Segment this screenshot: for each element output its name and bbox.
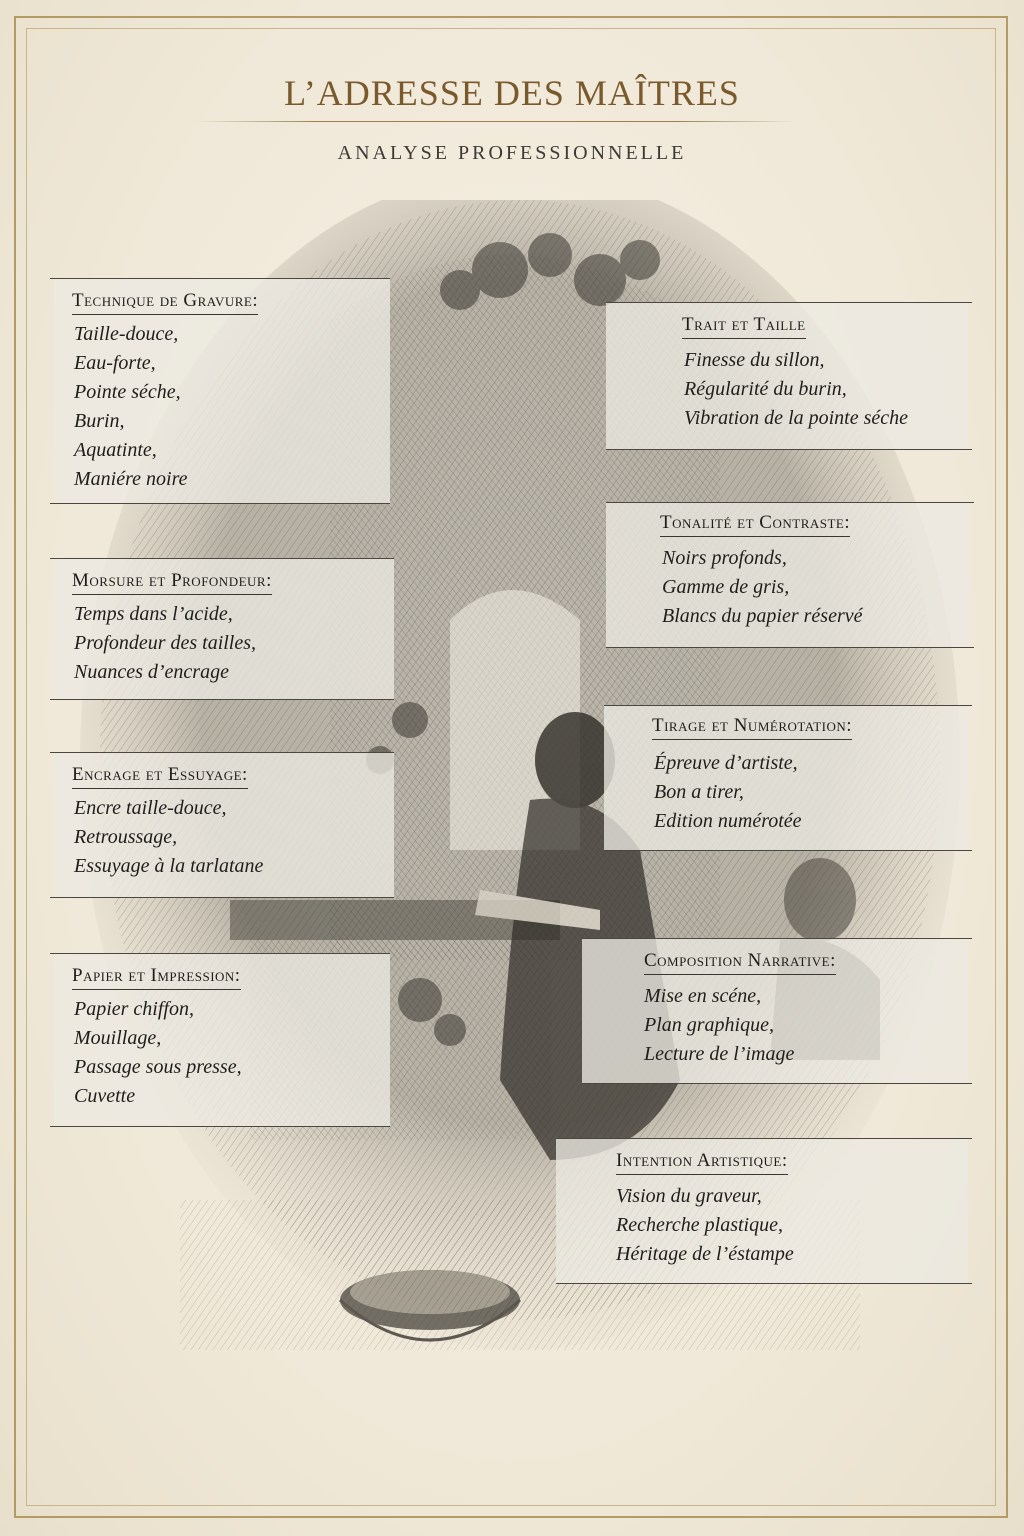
- section-items: [74, 995, 242, 1111]
- list-item: Eau-forte,: [74, 352, 156, 374]
- list-item: Aquatinte,: [74, 439, 157, 461]
- list-item: Blancs du papier réservé: [662, 605, 863, 627]
- section-heading: Tonalité et Contraste:: [660, 512, 850, 537]
- section-heading: Papier et Impression:: [72, 965, 241, 990]
- panel-trait-et-taille: [606, 302, 968, 450]
- panel-encrage-et-essuyage: [54, 752, 394, 898]
- list-item: Héritage de l’éstampe: [616, 1243, 794, 1265]
- list-item: Finesse du sillon,: [684, 349, 825, 371]
- panel-papier-et-impression: [54, 953, 390, 1127]
- section-items: [654, 749, 802, 836]
- list-item: Recherche plastique,: [616, 1214, 783, 1236]
- list-item: Mise en scéne,: [644, 985, 762, 1007]
- section-heading: Morsure et Profondeur:: [72, 570, 272, 595]
- list-item: Temps dans l’acide,: [74, 603, 233, 625]
- panel-composition-narrative: [582, 938, 968, 1084]
- list-item: Pointe séche,: [74, 381, 181, 403]
- panel-technique-de-gravure: [54, 278, 390, 504]
- list-item: Mouillage,: [74, 1027, 162, 1049]
- list-item: Épreuve d’artiste,: [654, 752, 798, 774]
- list-item: Nuances d’encrage: [74, 661, 229, 683]
- section-heading: Technique de Gravure:: [72, 290, 258, 315]
- list-item: Burin,: [74, 410, 125, 432]
- list-item: Vision du graveur,: [616, 1185, 762, 1207]
- list-item: Retroussage,: [74, 826, 178, 848]
- panel-morsure-et-profondeur: [54, 558, 394, 700]
- section-heading: Trait et Taille: [682, 314, 806, 339]
- list-item: Essuyage à la tarlatane: [74, 855, 264, 877]
- list-item: Vibration de la pointe séche: [684, 407, 909, 429]
- title-divider: [196, 121, 796, 122]
- list-item: Passage sous presse,: [74, 1056, 242, 1078]
- list-item: Gamme de gris,: [662, 576, 790, 598]
- list-item: Papier chiffon,: [74, 998, 194, 1020]
- page-title: L’ADRESSE DES MAÎTRES: [284, 73, 740, 113]
- section-heading: Composition Narrative:: [644, 950, 836, 975]
- section-items: [74, 320, 188, 494]
- section-items: [74, 794, 263, 881]
- list-item: Maniére noire: [74, 468, 188, 490]
- page-subtitle: ANALYSE PROFESSIONNELLE: [337, 142, 687, 164]
- list-item: Noirs profonds,: [662, 547, 787, 569]
- section-items: [74, 600, 256, 687]
- list-item: Encre taille-douce,: [74, 797, 227, 819]
- list-item: Bon a tirer,: [654, 781, 744, 803]
- list-item: Cuvette: [74, 1085, 136, 1107]
- list-item: Profondeur des tailles,: [74, 632, 257, 654]
- list-item: Plan graphique,: [644, 1014, 774, 1036]
- section-items: [662, 544, 863, 631]
- panel-tonalite-et-contraste: [606, 502, 970, 648]
- section-heading: Encrage et Essuyage:: [72, 764, 248, 789]
- list-item: Régularité du burin,: [684, 378, 847, 400]
- list-item: Taille-douce,: [74, 323, 179, 345]
- section-items: [616, 1182, 794, 1269]
- list-item: Edition numérotée: [654, 810, 802, 832]
- panel-tirage-et-numerotation: [604, 705, 968, 851]
- section-items: [684, 346, 908, 433]
- panel-intention-artistique: [556, 1138, 968, 1284]
- list-item: Lecture de l’image: [644, 1043, 795, 1065]
- section-heading: Tirage et Numérotation:: [652, 715, 852, 740]
- section-heading: Intention Artistique:: [616, 1150, 788, 1175]
- section-items: [644, 982, 794, 1069]
